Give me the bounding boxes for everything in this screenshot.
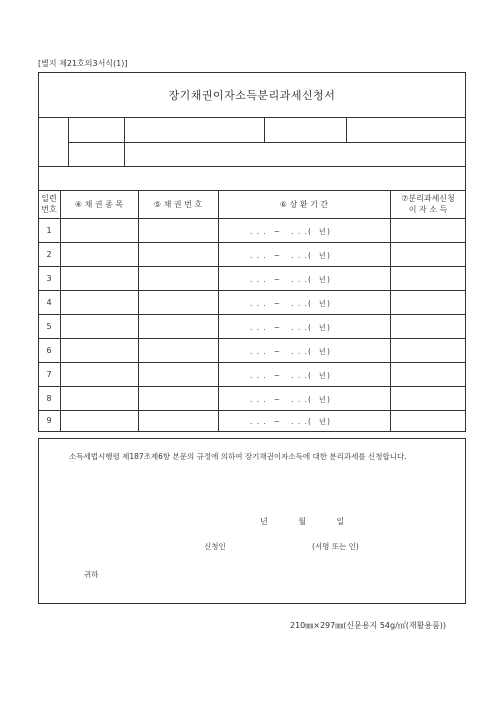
header-bond-type: ④ 채 권 종 목	[74, 200, 124, 209]
form-title: 장기채권이자소득분리과세신청서	[38, 72, 466, 118]
row-period: . . . ~ . . .( 년)	[250, 275, 331, 284]
row-period: . . . ~ . . .( 년)	[250, 251, 331, 260]
signature-hint: (서명 또는 인)	[312, 542, 359, 551]
row-number: 2	[46, 250, 52, 259]
row-period: . . . ~ . . .( 년)	[250, 299, 331, 308]
row-period: . . . ~ . . .( 년)	[250, 227, 331, 236]
header-income: ⑦분리과세신청 이 자 소 득	[401, 194, 455, 214]
header-serial: 일련 번호	[41, 194, 57, 214]
form-code: [별지 제21호의3서식(1)]	[38, 59, 128, 68]
applicant-label: 신청인	[204, 542, 226, 551]
paper-spec: 210㎜×297㎜(신문용지 54g/㎡(재활용품))	[290, 621, 447, 630]
date-line: 년 월 일	[260, 517, 345, 526]
header-period: ⑥ 상 환 기 간	[279, 200, 329, 209]
row-number: 9	[46, 416, 52, 425]
row-period: . . . ~ . . .( 년)	[250, 417, 331, 426]
row-number: 7	[46, 370, 52, 379]
recipient-label: 귀하	[84, 570, 99, 579]
row-number: 5	[46, 322, 52, 331]
row-number: 1	[46, 226, 52, 235]
row-period: . . . ~ . . .( 년)	[250, 323, 331, 332]
row-period: . . . ~ . . .( 년)	[250, 371, 331, 380]
row-period: . . . ~ . . .( 년)	[250, 395, 331, 404]
row-number: 6	[46, 346, 52, 355]
header-bond-number: ⑤ 채 권 번 호	[153, 200, 203, 209]
row-number: 3	[46, 274, 52, 283]
row-period: . . . ~ . . .( 년)	[250, 347, 331, 356]
row-number: 8	[46, 394, 52, 403]
row-number: 4	[46, 298, 52, 307]
declaration-text: 소득세법시행령 제187조제6항 본문의 규정에 의하여 장기채권이자소득에 대한 분리과세를 신청합니다.	[69, 452, 407, 461]
